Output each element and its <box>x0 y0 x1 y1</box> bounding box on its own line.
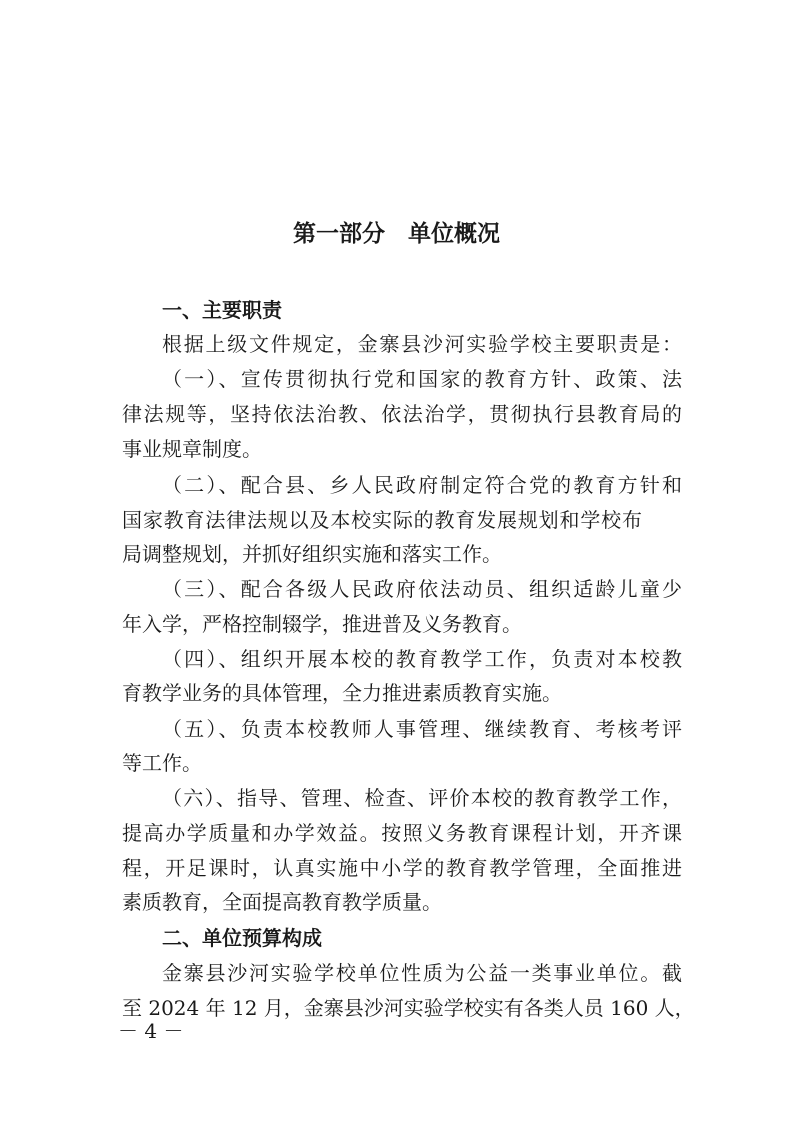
duty-item-5-line-2: 等工作。 <box>122 751 202 775</box>
duty-item-6-line-2: 提高办学质量和办学效益。按照义务教育课程计划，开齐课 <box>122 821 682 845</box>
duty-item-2-line-2: 国家教育法律法规以及本校实际的教育发展规划和学校布 <box>122 508 642 532</box>
duty-item-1-line-2: 律法规等，坚持依法治教、依法治学，贯彻执行县教育局的 <box>122 402 682 426</box>
duty-item-4-line-1: （四）、组织开展本校的教育教学工作，负责对本校教 <box>162 647 682 671</box>
duty-item-6-line-4: 素质教育，全面提高教育教学质量。 <box>122 890 442 914</box>
page-number: － 4 － <box>118 1019 184 1043</box>
duty-item-1-line-3: 事业规章制度。 <box>122 437 262 461</box>
duty-item-3-line-1: （三）、配合各级人民政府依法动员、组织适龄儿童少 <box>162 577 682 601</box>
duty-item-4-line-2: 育教学业务的具体管理，全力推进素质教育实施。 <box>122 681 562 705</box>
budget-paragraph-line-2: 至 2024 年 12 月，金寨县沙河实验学校实有各类人员 160 人， <box>122 996 695 1020</box>
section-heading-budget-composition: 二、单位预算构成 <box>162 926 322 950</box>
duty-item-2-line-3: 局调整规划，并抓好组织实施和落实工作。 <box>122 542 502 566</box>
section-heading-main-duties: 一、主要职责 <box>162 298 282 322</box>
duty-item-6-line-1: （六）、指导、管理、检查、评价本校的教育教学工作， <box>162 786 682 810</box>
duty-item-6-line-3: 程，开足课时，认真实施中小学的教育教学管理，全面推进 <box>122 856 682 880</box>
duty-item-2-line-1: （二）、配合县、乡人民政府制定符合党的教育方针和 <box>162 473 682 497</box>
intro-paragraph: 根据上级文件规定，金寨县沙河实验学校主要职责是： <box>162 332 682 356</box>
duty-item-3-line-2: 年入学，严格控制辍学，推进普及义务教育。 <box>122 612 522 636</box>
page-title: 第一部分 单位概况 <box>293 221 500 247</box>
budget-paragraph-line-1: 金寨县沙河实验学校单位性质为公益一类事业单位。截 <box>162 961 682 985</box>
duty-item-1-line-1: （一）、宣传贯彻执行党和国家的教育方针、政策、法 <box>162 367 682 391</box>
duty-item-5-line-1: （五）、负责本校教师人事管理、继续教育、考核考评 <box>162 717 682 741</box>
